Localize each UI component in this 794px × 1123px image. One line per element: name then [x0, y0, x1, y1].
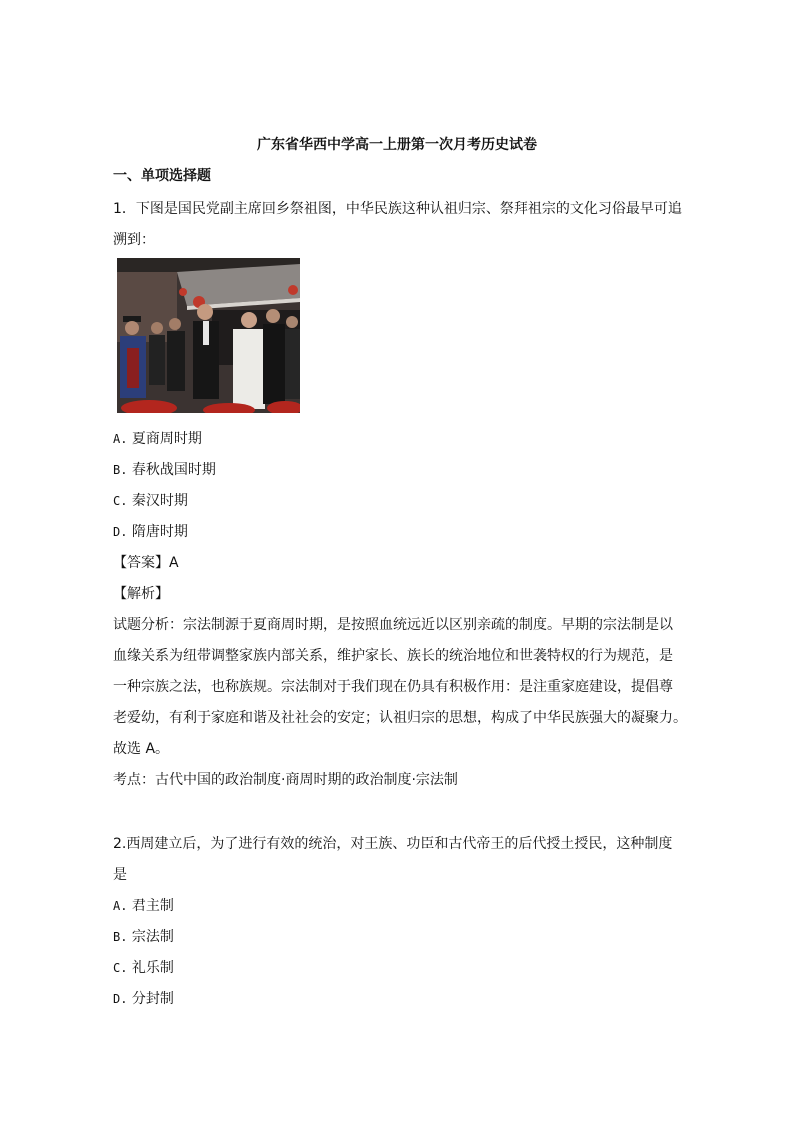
analysis-line-4: 老爱幼，有利于家庭和谐及社社会的安定；认祖归宗的思想，构成了中华民族强大的凝聚力。: [113, 710, 687, 726]
question-2-option-d[interactable]: D. 分封制: [113, 991, 174, 1007]
question-2-option-a[interactable]: A. 君主制: [113, 898, 174, 914]
question-1-analysis-label: 【解析】: [113, 586, 169, 602]
question-1-stem-line-1: 1．下图是国民党副主席回乡祭祖图，中华民族这种认祖归宗、祭拜祖宗的文化习俗最早可追: [113, 201, 682, 217]
question-1-option-b[interactable]: B. 春秋战国时期: [113, 462, 216, 478]
question-1-answer: 【答案】A: [113, 555, 179, 571]
question-1-option-d[interactable]: D. 隋唐时期: [113, 524, 188, 540]
question-2-stem-line-1: 2.西周建立后，为了进行有效的统治，对王族、功臣和古代帝王的后代授土授民，这种制度: [113, 836, 673, 852]
question-2-option-c[interactable]: C. 礼乐制: [113, 960, 174, 976]
analysis-line-5: 故选 A。: [113, 741, 170, 757]
question-1-option-a[interactable]: A. 夏商周时期: [113, 431, 202, 447]
question-1-kaodian: 考点：古代中国的政治制度·商周时期的政治制度·宗法制: [113, 772, 458, 788]
question-2-option-b[interactable]: B. 宗法制: [113, 929, 174, 945]
page-title: 广东省华西中学高一上册第一次月考历史试卷: [257, 137, 537, 153]
analysis-line-3: 一种宗族之法，也称族规。宗法制对于我们现在仍具有积极作用：是注重家庭建设，提倡尊: [113, 679, 673, 695]
question-1-option-c[interactable]: C. 秦汉时期: [113, 493, 188, 509]
analysis-line-1: 试题分析：宗法制源于夏商周时期，是按照血统远近以区别亲疏的制度。早期的宗法制是以: [113, 617, 673, 633]
question-1-stem-line-2: 溯到：: [113, 232, 155, 248]
analysis-line-2: 血缘关系为纽带调整家族内部关系，维护家长、族长的统治地位和世袭特权的行为规范，是: [113, 648, 673, 664]
question-2-stem-line-2: 是: [113, 867, 127, 883]
section-heading: 一、单项选择题: [113, 168, 211, 184]
ancestor-worship-photo: [117, 258, 300, 413]
